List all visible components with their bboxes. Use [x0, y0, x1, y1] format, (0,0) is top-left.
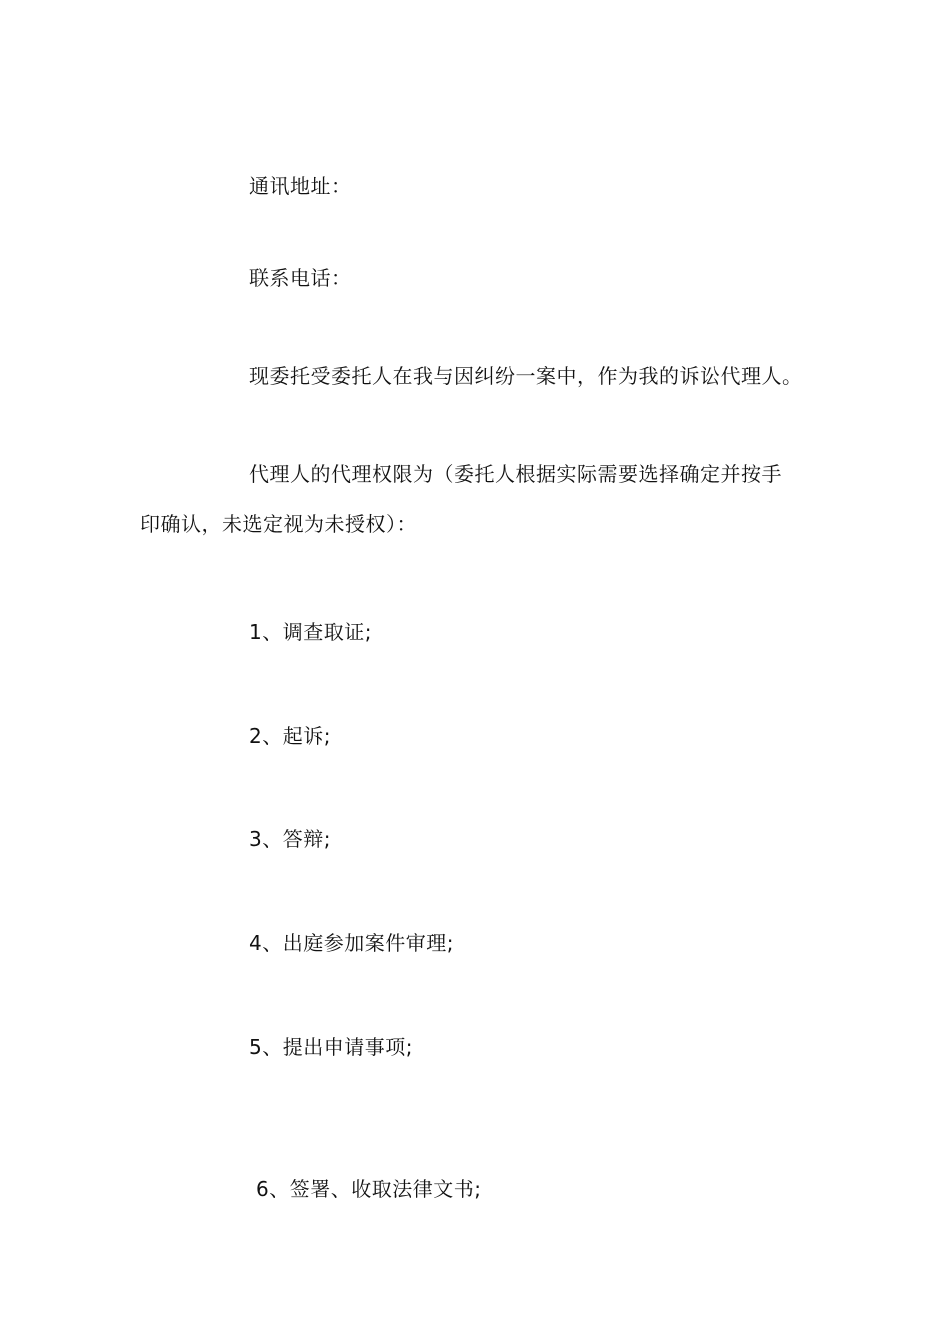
scope-intro-line-1: 代理人的代理权限为（委托人根据实际需要选择确定并按手 — [249, 462, 782, 486]
authority-item-4: 4、出庭参加案件审理; — [249, 931, 454, 955]
authority-item-2: 2、起诉; — [249, 724, 331, 748]
address-label: 通讯地址： — [249, 174, 352, 198]
scope-intro-line-2: 印确认，未选定视为未授权）： — [140, 512, 417, 536]
authority-item-1: 1、调查取证; — [249, 620, 372, 644]
entrust-statement: 现委托受委托人在我与因纠纷一案中，作为我的诉讼代理人。 — [249, 364, 803, 388]
authority-item-5: 5、提出申请事项; — [249, 1035, 413, 1059]
authority-item-6: 6、签署、收取法律文书; — [256, 1177, 482, 1201]
authority-item-3: 3、答辩; — [249, 827, 331, 851]
phone-label: 联系电话： — [249, 266, 352, 290]
